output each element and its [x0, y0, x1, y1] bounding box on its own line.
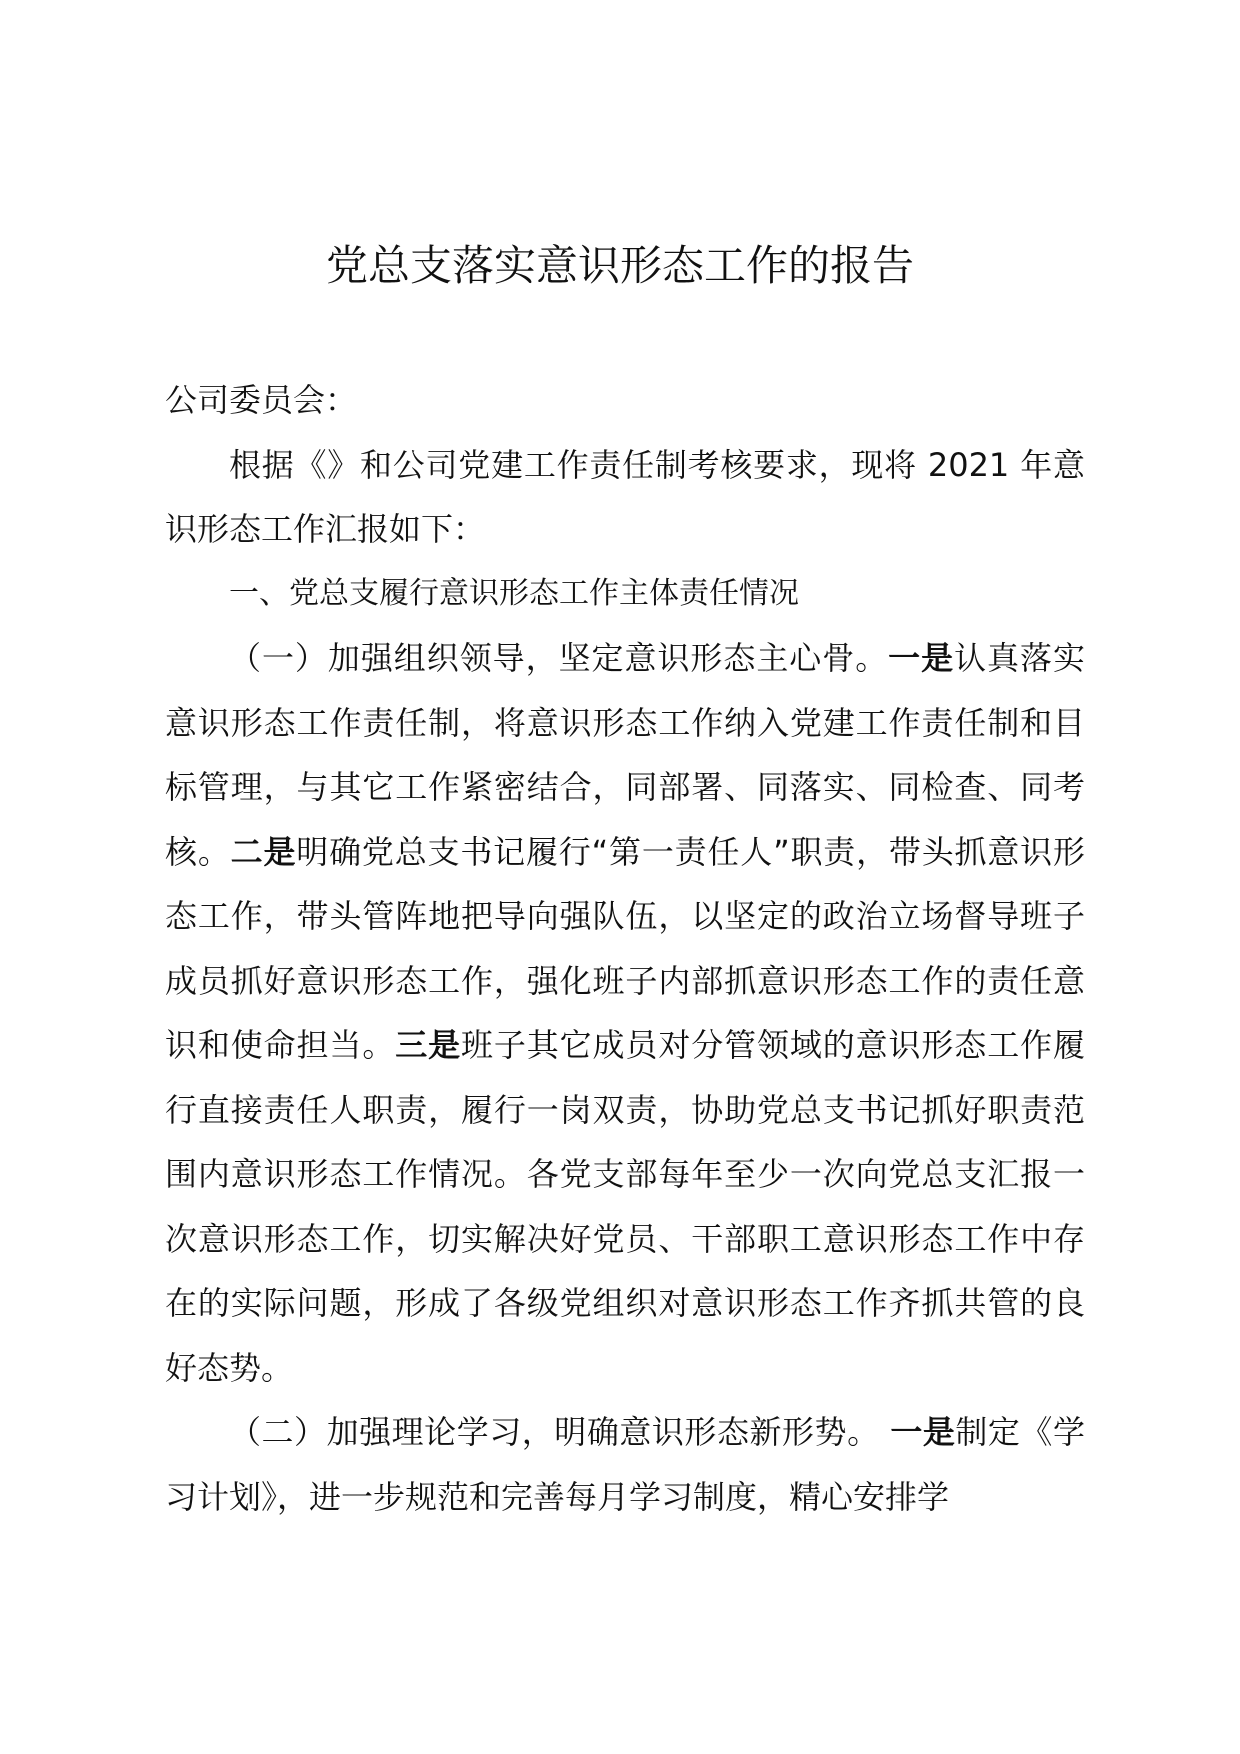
- paragraph-one: [165, 626, 1085, 1400]
- document-title: 党总支落实意识形态工作的报告: [325, 241, 914, 290]
- paragraph-two-text-1: 制定《学习计划》，进一步规范和完善每月学习制度，精心安排学: [165, 1413, 1085, 1516]
- paragraph-one-text-2: 明确党总支书记履行“第一责任人”职责，带头抓意识形态工作，带头管阵地把导向强队伍，以坚定的政治立场督导班子成员抓好意识形态工作，强化班子内部抓意识形态工作的责任意识和使命担当。: [165, 832, 1085, 1064]
- document-body: [165, 368, 1085, 1529]
- paragraph-one-text-3: 班子其它成员对分管领域的意识形态工作履行直接责任人职责，履行一岗双责，协助党总支书记抓好职责范围内意识形态工作情况。各党支部每年至少一次向党总支汇报一次意识形态工作，切实解决好党员、干部职工意识形态工作中存在的实际问题，形成了各级党组织对意识形态工作齐抓共管的良好态势。: [165, 1026, 1085, 1387]
- paragraph-two: [165, 1400, 1085, 1529]
- marker-three: 三是: [395, 1026, 461, 1064]
- paragraph-one-text-1: 认真落实意识形态工作责任制，将意识形态工作纳入党建工作责任制和目标管理，与其它工作紧密结合，同部署、同落实、同检查、同考核。: [165, 639, 1085, 871]
- section-heading: 一、党总支履行意识形态工作主体责任情况: [229, 575, 799, 611]
- intro-paragraph: 根据《》和公司党建工作责任制考核要求，现将 2021 年意识形态工作汇报如下：: [165, 445, 1085, 548]
- paragraph-two-marker-one: 一是: [890, 1413, 956, 1451]
- paragraph-one-lead: （一）加强组织领导，坚定意识形态主心骨。: [229, 639, 889, 677]
- marker-one: 一是: [888, 639, 955, 677]
- marker-two: 二是: [230, 832, 297, 871]
- paragraph-two-lead: （二）加强理论学习，明确意识形态新形势。: [229, 1413, 891, 1451]
- salutation: 公司委员会：: [165, 381, 358, 419]
